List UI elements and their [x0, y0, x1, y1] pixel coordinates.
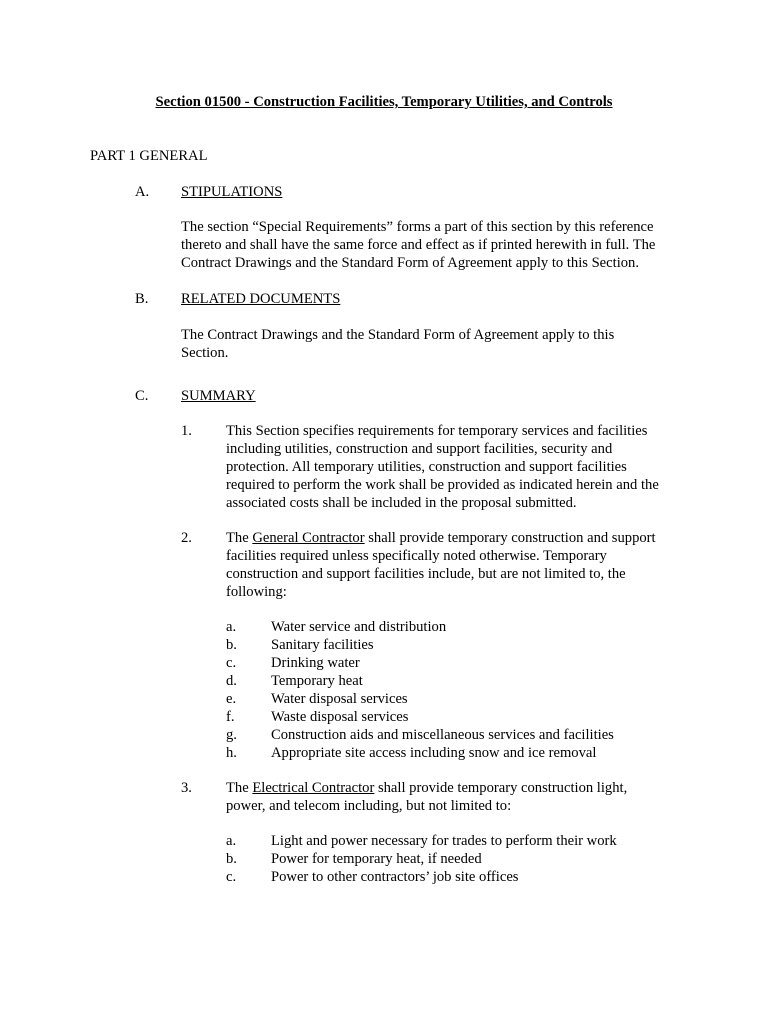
item-2-subitem-texts: [271, 618, 614, 762]
list-item: Construction aids and miscellaneous services and facilities: [271, 727, 614, 743]
list-item-letter: g.: [226, 727, 237, 743]
list-item-letter: f.: [226, 709, 235, 725]
body-line: power, and telecom including, but not limited to:: [226, 798, 512, 814]
item-1-number: 1.: [181, 423, 192, 439]
body-line: facilities required unless specifically noted otherwise. Temporary: [226, 548, 607, 564]
list-item-letter: b.: [226, 637, 237, 653]
list-item: Temporary heat: [271, 673, 363, 689]
item-2-number: 2.: [181, 530, 192, 546]
section-b-letter: B.: [135, 291, 149, 307]
item-3-number: 3.: [181, 780, 192, 796]
body-line: thereto and shall have the same force and effect as if printed herewith in full. The: [181, 237, 656, 253]
list-item: Water service and distribution: [271, 619, 447, 635]
section-a-heading: STIPULATIONS: [181, 184, 283, 200]
item-3-subitem-texts: [271, 832, 617, 886]
section-a-letter: A.: [135, 184, 150, 200]
body-line: Section.: [181, 345, 229, 361]
item-2-subitem-letters: [226, 618, 237, 762]
body-line: Contract Drawings and the Standard Form of Agreement apply to this Section.: [181, 255, 639, 271]
item-1-body: [226, 422, 659, 512]
item-3-body: [226, 779, 627, 815]
list-item: Sanitary facilities: [271, 637, 374, 653]
section-b-body: [181, 326, 614, 362]
body-line: construction and support facilities include, but are not limited to, the: [226, 566, 626, 582]
body-line: following:: [226, 584, 287, 600]
body-text: shall provide temporary construction and support: [364, 530, 656, 546]
body-text: The: [226, 780, 253, 796]
body-line: associated costs shall be included in the proposal submitted.: [226, 495, 577, 511]
list-item: Drinking water: [271, 655, 360, 671]
list-item-letter: d.: [226, 673, 237, 689]
list-item: Water disposal services: [271, 691, 408, 707]
list-item: Light and power necessary for trades to perform their work: [271, 833, 617, 849]
section-a-body: [181, 218, 655, 272]
electrical-contractor-term: Electrical Contractor: [252, 780, 375, 796]
list-item-letter: a.: [226, 619, 237, 635]
body-text: The: [226, 530, 253, 546]
body-line: [226, 779, 627, 797]
body-line: [226, 529, 656, 547]
body-text: shall provide temporary construction light,: [374, 780, 628, 796]
item-3-subitem-letters: [226, 832, 237, 886]
list-item-letter: a.: [226, 833, 237, 849]
part-heading: PART 1 GENERAL: [90, 148, 208, 164]
list-item: Power to other contractors’ job site offices: [271, 869, 519, 885]
section-b-heading: RELATED DOCUMENTS: [181, 291, 341, 307]
body-line: This Section specifies requirements for temporary services and facilities: [226, 423, 648, 439]
list-item-letter: c.: [226, 869, 237, 885]
list-item-letter: c.: [226, 655, 237, 671]
body-line: including utilities, construction and support facilities, security and: [226, 441, 613, 457]
list-item: Appropriate site access including snow and ice removal: [271, 745, 597, 761]
body-line: protection. All temporary utilities, construction and support facilities: [226, 459, 627, 475]
section-c-letter: C.: [135, 388, 149, 404]
body-line: The Contract Drawings and the Standard Form of Agreement apply to this: [181, 327, 615, 343]
list-item-letter: h.: [226, 745, 237, 761]
body-line: The section “Special Requirements” forms a part of this section by this reference: [181, 219, 654, 235]
list-item: Waste disposal services: [271, 709, 409, 725]
section-c-heading: SUMMARY: [181, 388, 256, 404]
list-item-letter: b.: [226, 851, 237, 867]
item-2-body: [226, 529, 656, 601]
general-contractor-term: General Contractor: [252, 530, 365, 546]
document-title: Section 01500 - Construction Facilities, Temporary Utilities, and Controls: [155, 94, 613, 110]
list-item-letter: e.: [226, 691, 237, 707]
body-line: required to perform the work shall be provided as indicated herein and the: [226, 477, 659, 493]
list-item: Power for temporary heat, if needed: [271, 851, 482, 867]
